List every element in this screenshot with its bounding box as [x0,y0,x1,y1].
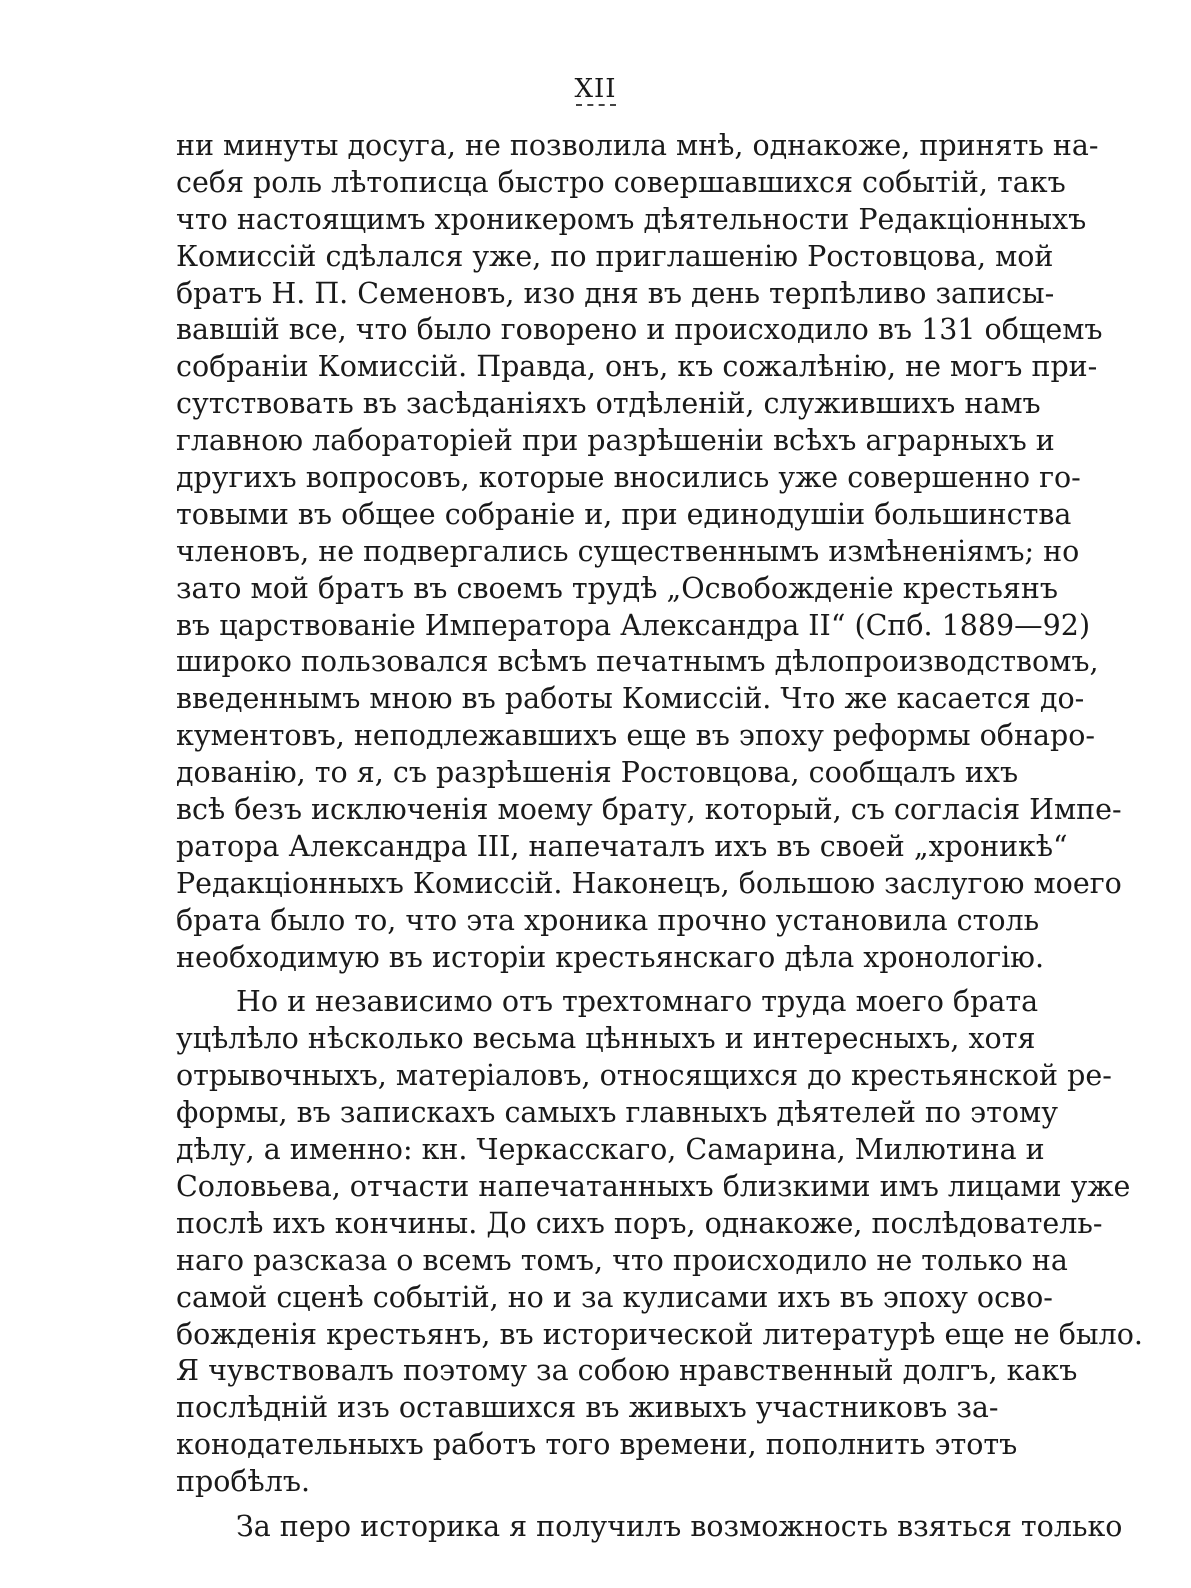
paragraph-3 [176,1509,1123,1546]
text-line: Но и независимо отъ трехтомнаго труда моего брата [236,985,1039,1019]
text-line: кументовъ, неподлежавшихъ еще въ эпоху реформы обнаро- [176,719,1095,753]
text-line: зато мой братъ въ своемъ трудѣ „Освобожденіе крестьянъ [176,571,1059,605]
text-line: божденія крестьянъ, въ исторической литературѣ еще не было. [176,1317,1143,1351]
paragraph-gap [176,1501,984,1509]
text-line: Редакціонныхъ Комиссій. Наконецъ, большою заслугою моего [176,866,1122,900]
text-line: Соловьева, отчасти напечатанныхъ близкими имъ лицами уже [176,1169,1131,1203]
text-line: уцѣлѣло нѣсколько весьма цѣнныхъ и интересныхъ, хотя [176,1022,1036,1056]
body-text [176,128,1143,1546]
text-line: конодательныхъ работъ того времени, пополнить этотъ [176,1428,1018,1462]
text-line: товыми въ общее собраніе и, при единодушіи большинства [176,497,1072,531]
text-line: всѣ безъ исключенія моему брату, который, съ согласія Импе- [176,793,1122,827]
text-line: послѣ ихъ кончины. До сихъ поръ, однакоже, послѣдователь- [176,1206,1103,1240]
text-line: отрывочныхъ, матеріаловъ, относящихся до крестьянской ре- [176,1059,1112,1093]
text-line: дованію, то я, съ разрѣшенія Ростовцова, сообщалъ ихъ [176,756,1019,790]
paragraph-gap [176,976,984,984]
text-line: дѣлу, а именно: кн. Черкасскаго, Самарина, Милютина и [176,1133,1045,1167]
text-line: введеннымъ мною въ работы Комиссій. Что же касается до- [176,682,1085,716]
text-line: другихъ вопросовъ, которые вносились уже совершенно го- [176,461,1081,495]
page-number-underline [576,104,616,106]
text-line: ратора Александра III, напечаталъ ихъ въ своей „хроникѣ“ [176,829,1068,863]
text-line: себя роль лѣтописца быстро совершавшихся событій, такъ [176,165,1066,199]
text-line: въ царствованіе Императора Александра II“ (Спб. 1889—92) [176,608,1091,642]
text-line: послѣдній изъ оставшихся въ живыхъ участниковъ за- [176,1391,999,1425]
text-line: братъ Н. П. Семеновъ, изо дня въ день терпѣливо записы- [176,276,1055,310]
text-line: широко пользовался всѣмъ печатнымъ дѣлопроизводствомъ, [176,645,1099,679]
text-line: вавшій все, что было говорено и происходило въ 131 общемъ [176,313,1103,347]
text-line: что настоящимъ хроникеромъ дѣятельности Редакціонныхъ [176,202,1087,236]
text-line: За перо историка я получилъ возможность взяться только [236,1509,1123,1543]
text-line: формы, въ запискахъ самыхъ главныхъ дѣятелей по этому [176,1096,1058,1130]
text-line: Я чувствовалъ поэтому за собою нравственный долгъ, какъ [176,1354,1078,1388]
text-line: наго разсказа о всемъ томъ, что происходило не только на [176,1243,1068,1277]
text-line: брата было то, что эта хроника прочно установила столь [176,903,1040,937]
page-number-text: XII [574,74,617,104]
text-line: ни минуты досуга, не позволила мнѣ, однакоже, принять на- [176,129,1099,162]
text-line: главною лабораторіей при разрѣшеніи всѣхъ аграрныхъ и [176,424,1055,458]
text-line: пробѣлъ. [176,1465,311,1499]
text-line: необходимую въ исторіи крестьянскаго дѣла хронологію. [176,940,1045,974]
page-number [0,74,1191,106]
text-line: собраніи Комиссій. Правда, онъ, къ сожалѣнію, не могъ при- [176,350,1098,384]
paragraph-1 [176,128,1122,976]
text-line: Комиссій сдѣлался уже, по приглашенію Ростовцова, мой [176,239,1054,273]
paragraph-2 [176,984,1143,1500]
text-line: членовъ, не подвергались существеннымъ измѣненіямъ; но [176,534,1080,568]
text-line: сутствовать въ засѣданіяхъ отдѣленій, служившихъ намъ [176,387,1041,421]
text-line: самой сценѣ событій, но и за кулисами ихъ въ эпоху осво- [176,1280,1053,1314]
